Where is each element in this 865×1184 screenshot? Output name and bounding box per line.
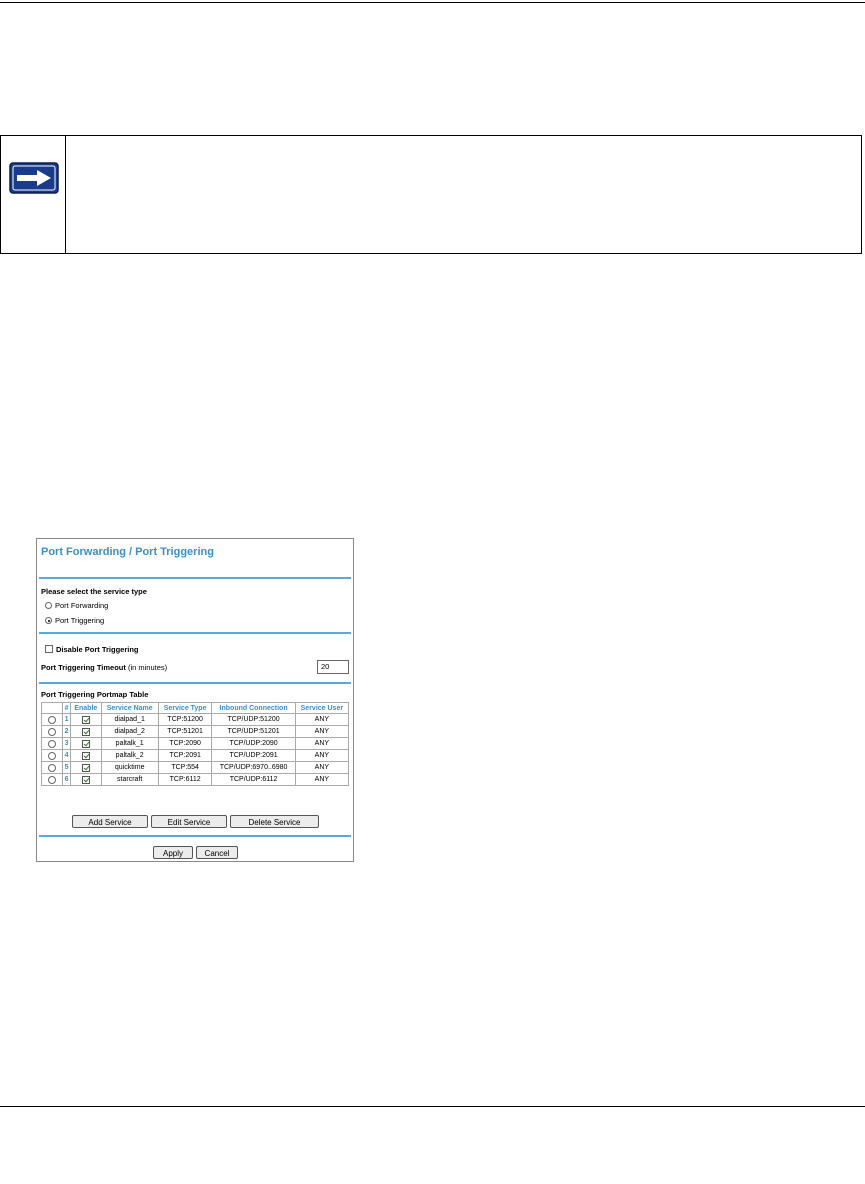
row-service-name: dialpad_1: [101, 714, 158, 726]
row-service-type: TCP:51201: [158, 726, 212, 738]
col-service-name: Service Name: [101, 703, 158, 714]
row-service-type: TCP:2091: [158, 750, 212, 762]
row-enable-checkbox[interactable]: [82, 716, 90, 724]
col-enable: Enable: [71, 703, 101, 714]
timeout-label-suffix: (in minutes): [127, 663, 168, 672]
row-number: 3: [63, 738, 71, 750]
row-service-type: TCP:51200: [158, 714, 212, 726]
row-service-name: quicktime: [101, 762, 158, 774]
row-select-cell: [42, 714, 63, 726]
row-service-type: TCP:554: [158, 762, 212, 774]
note-divider: [65, 136, 66, 253]
apply-button[interactable]: Apply: [153, 846, 193, 859]
page-title: Port Forwarding / Port Triggering: [41, 546, 214, 558]
table-row: [42, 738, 349, 750]
row-select-radio[interactable]: [48, 764, 56, 772]
row-select-cell: [42, 750, 63, 762]
row-service-name: dialpad_2: [101, 726, 158, 738]
row-enable-checkbox[interactable]: [82, 752, 90, 760]
row-enable-cell: [71, 750, 101, 762]
row-number: 4: [63, 750, 71, 762]
row-inbound: TCP/UDP:6970..6980: [212, 762, 295, 774]
row-number: 5: [63, 762, 71, 774]
timeout-label-bold: Port Triggering Timeout: [41, 663, 126, 672]
row-select-radio[interactable]: [48, 776, 56, 784]
port-triggering-radio[interactable]: [45, 617, 52, 624]
row-inbound: TCP/UDP:6112: [212, 774, 295, 786]
row-inbound: TCP/UDP:2090: [212, 738, 295, 750]
table-row: [42, 714, 349, 726]
table-header-row: [42, 703, 349, 714]
row-service-type: TCP:6112: [158, 774, 212, 786]
section-divider-2: [39, 682, 351, 684]
disable-port-triggering-checkbox[interactable]: [45, 645, 53, 653]
col-number: #: [63, 703, 71, 714]
row-inbound: TCP/UDP:51200: [212, 714, 295, 726]
row-enable-checkbox[interactable]: [82, 764, 90, 772]
col-service-user: Service User: [295, 703, 348, 714]
row-enable-checkbox[interactable]: [82, 776, 90, 784]
row-service-name: paltalk_1: [101, 738, 158, 750]
row-enable-cell: [71, 774, 101, 786]
table-row: [42, 750, 349, 762]
col-select: [42, 703, 63, 714]
row-number: 6: [63, 774, 71, 786]
row-select-radio[interactable]: [48, 752, 56, 760]
table-row: [42, 762, 349, 774]
row-select-radio[interactable]: [48, 716, 56, 724]
row-service-user: ANY: [295, 762, 348, 774]
timeout-input[interactable]: 20: [317, 660, 349, 674]
row-select-radio[interactable]: [48, 728, 56, 736]
add-service-button[interactable]: Add Service: [72, 815, 148, 828]
row-service-name: starcraft: [101, 774, 158, 786]
col-inbound: Inbound Connection: [212, 703, 295, 714]
table-row: [42, 726, 349, 738]
top-rule: [0, 2, 865, 3]
port-triggering-panel: [36, 538, 354, 862]
row-number: 1: [63, 714, 71, 726]
row-enable-cell: [71, 714, 101, 726]
title-divider: [39, 577, 351, 579]
row-inbound: TCP/UDP:51201: [212, 726, 295, 738]
table-row: [42, 774, 349, 786]
row-enable-cell: [71, 738, 101, 750]
row-service-type: TCP:2090: [158, 738, 212, 750]
row-service-name: paltalk_2: [101, 750, 158, 762]
section-divider-1: [39, 632, 351, 634]
row-enable-checkbox[interactable]: [82, 740, 90, 748]
port-forwarding-label: Port Forwarding: [55, 601, 109, 610]
note-box: [0, 135, 862, 254]
col-service-type: Service Type: [158, 703, 212, 714]
edit-service-button[interactable]: Edit Service: [151, 815, 227, 828]
section-divider-3: [39, 835, 351, 837]
row-service-user: ANY: [295, 714, 348, 726]
row-number: 2: [63, 726, 71, 738]
bottom-rule: [0, 1106, 865, 1107]
row-inbound: TCP/UDP:2091: [212, 750, 295, 762]
row-service-user: ANY: [295, 726, 348, 738]
disable-port-triggering-label: Disable Port Triggering: [56, 645, 139, 654]
row-service-user: ANY: [295, 738, 348, 750]
row-select-cell: [42, 774, 63, 786]
row-select-cell: [42, 726, 63, 738]
delete-service-button[interactable]: Delete Service: [230, 815, 319, 828]
row-select-cell: [42, 762, 63, 774]
portmap-table: [41, 702, 349, 786]
timeout-label: [41, 663, 167, 672]
row-enable-cell: [71, 726, 101, 738]
row-enable-checkbox[interactable]: [82, 728, 90, 736]
row-select-cell: [42, 738, 63, 750]
row-enable-cell: [71, 762, 101, 774]
cancel-button[interactable]: Cancel: [196, 846, 238, 859]
port-triggering-label: Port Triggering: [55, 616, 105, 625]
portmap-table-title: Port Triggering Portmap Table: [41, 690, 149, 699]
row-service-user: ANY: [295, 750, 348, 762]
row-select-radio[interactable]: [48, 740, 56, 748]
service-type-label: Please select the service type: [41, 587, 147, 596]
right-arrow-icon: [9, 162, 59, 194]
port-forwarding-radio[interactable]: [45, 602, 52, 609]
row-service-user: ANY: [295, 774, 348, 786]
